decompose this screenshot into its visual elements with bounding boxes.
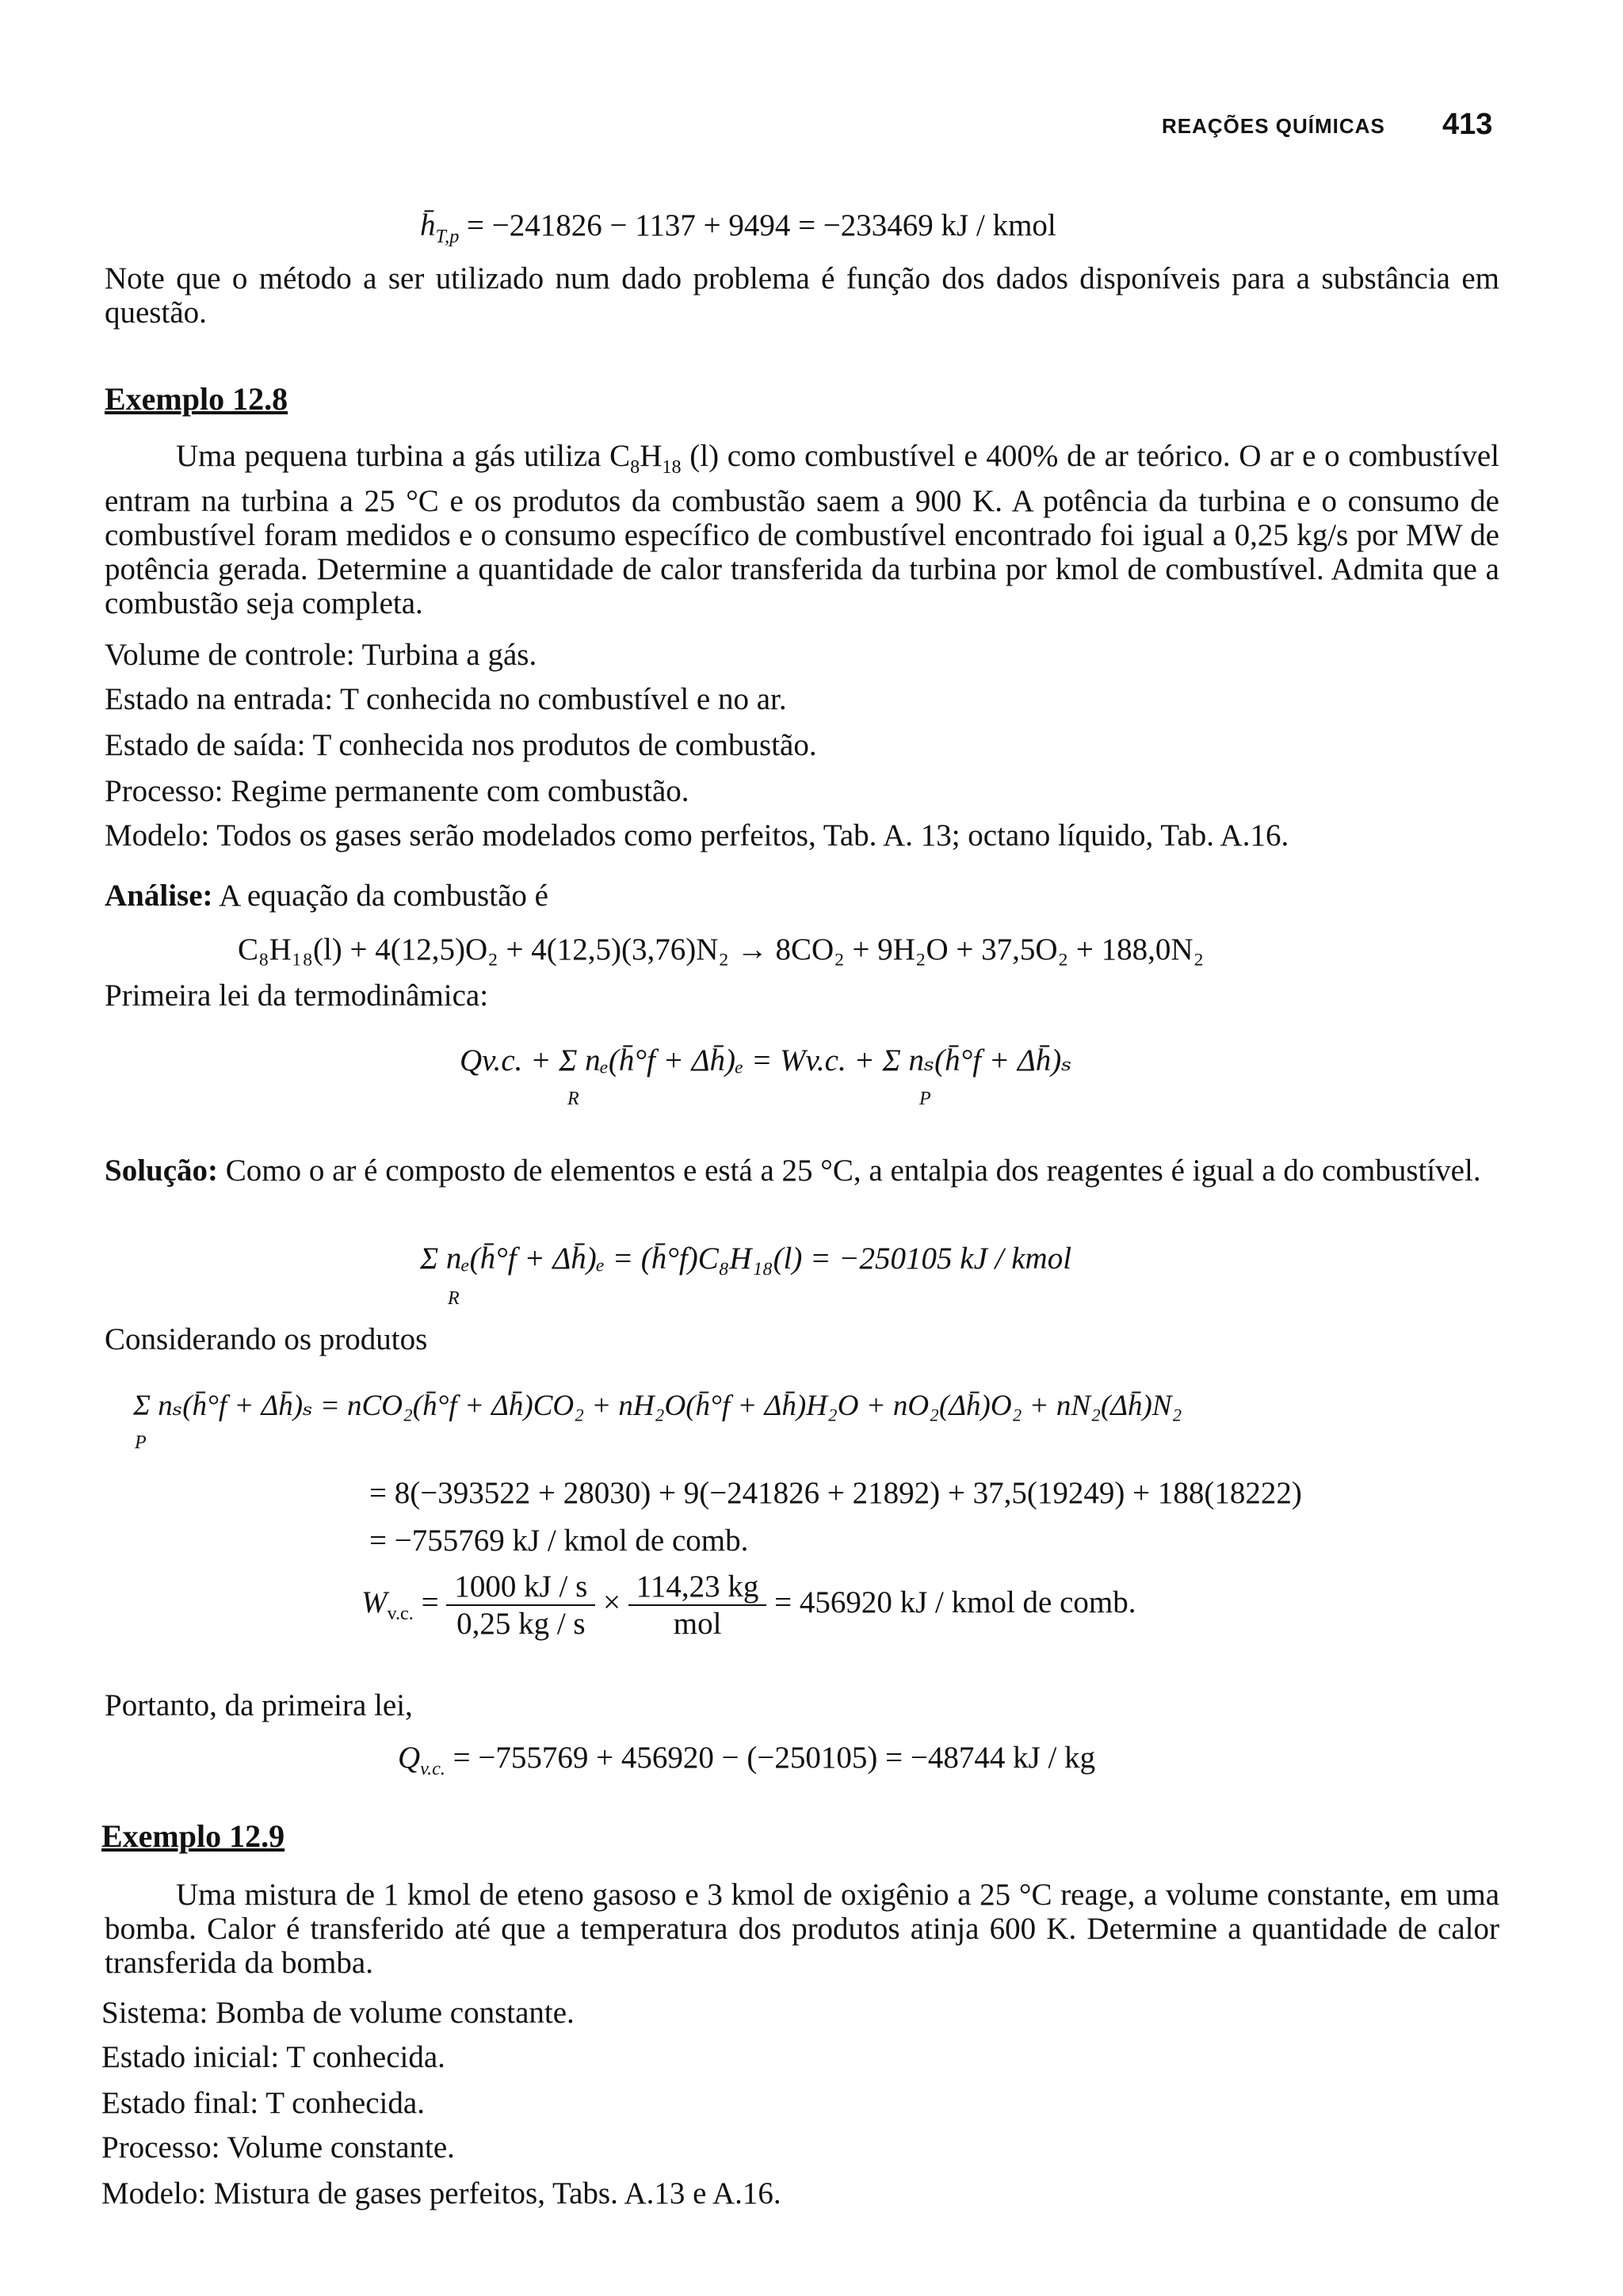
analysis-label: Análise:: [105, 879, 213, 913]
running-header-title: REAÇÕES QUÍMICAS: [1162, 114, 1385, 138]
therefore-line: Portanto, da primeira lei,: [105, 1688, 413, 1722]
products-equation: Σ nₛ(h̄°f + Δh̄)ₛ = nCO₂(h̄°f + Δh̄)CO₂ + nH₂O(h̄°f + Δh̄)H₂O + nO₂(Δh̄)O₂ + nN₂(Δh̄)N₂: [133, 1390, 1182, 1422]
work-equation: [361, 1569, 1136, 1642]
first-law-equation: Qv.c. + Σ nₑ(h̄°f + Δh̄)ₑ = Wv.c. + Σ nₛ(h̄°f + Δh̄)ₛ: [460, 1043, 1072, 1077]
work-fraction-2: [628, 1569, 767, 1642]
example-12-8-statement: [105, 439, 1499, 620]
note-paragraph: [105, 261, 1499, 330]
process-line-12-9: Processo: Volume constante.: [101, 2130, 455, 2164]
work-result: = 456920 kJ / kmol de comb.: [766, 1585, 1136, 1619]
work-symbol: W: [361, 1585, 388, 1619]
statement-part-a: Uma pequena turbina a gás utiliza C: [176, 439, 631, 473]
h-bar-symbol: h̄: [420, 208, 436, 242]
statement-sub-8: 8: [630, 456, 640, 478]
heat-transfer-equation: [398, 1740, 1095, 1780]
reactants-sum-index: R: [448, 1288, 460, 1309]
work-numerator-2: 114,23 kg: [628, 1569, 767, 1606]
model-line: Modelo: Todos os gases serão modelados como perfeitos, Tab. A. 13; octano líquido, Tab. A.16.: [105, 818, 1289, 852]
final-state-line: Estado final: T conhecida.: [101, 2086, 425, 2120]
work-times: ×: [595, 1585, 628, 1619]
example-12-9-statement: [105, 1878, 1499, 1980]
work-equals: =: [413, 1585, 447, 1619]
products-label: Considerando os produtos: [105, 1322, 428, 1356]
analysis-text: A equação da combustão é: [212, 879, 548, 913]
first-law-sum-index-p: P: [919, 1089, 931, 1109]
process-line: Processo: Regime permanente com combustão.: [105, 774, 689, 808]
heat-subscript: v.c.: [420, 1757, 445, 1779]
h-subscript: T,p: [435, 225, 460, 247]
work-denominator-2: mol: [673, 1607, 722, 1641]
statement-part-b: H: [640, 439, 663, 473]
heat-symbol: Q: [398, 1741, 421, 1775]
control-volume-line: Volume de controle: Turbina a gás.: [105, 638, 537, 672]
heat-transfer-rhs: = −755769 + 456920 − (−250105) = −48744 kJ / kg: [445, 1741, 1096, 1775]
products-expansion: = 8(−393522 + 28030) + 9(−241826 + 21892) + 37,5(19249) + 188(18222): [369, 1476, 1302, 1510]
work-numerator-1: 1000 kJ / s: [446, 1569, 595, 1606]
analysis-line: [105, 879, 548, 913]
model-line-12-9: Modelo: Mistura de gases perfeitos, Tabs. A.13 e A.16.: [101, 2176, 781, 2210]
combustion-equation: C₈H₁₈(l) + 4(12,5)O₂ + 4(12,5)(3,76)N₂ → 8CO₂ + 9H₂O + 37,5O₂ + 188,0N₂: [238, 933, 1205, 967]
solution-label: Solução:: [105, 1154, 219, 1188]
enthalpy-equation: [420, 208, 1056, 248]
page-number: 413: [1442, 108, 1493, 141]
exit-state-line: Estado de saída: T conhecida nos produtos de combustão.: [105, 728, 817, 762]
products-result: = −755769 kJ / kmol de comb.: [369, 1524, 749, 1558]
work-subscript: v.c.: [387, 1602, 414, 1624]
statement-part-c: (l) como combustível e 400% de ar teórico. O ar e o combustível entram na turbina a 25 °C e os produtos da combustão saem a 900 K. A potência da turbina e o consumo de combustível foram medidos e o consumo específico de combustível encontrado foi igual a 0,25 kg/s por MW de potência gerada. Determine a quantidade de calor transferida da turbina por kmol de combustível. Admita que a combustão seja completa.: [105, 439, 1499, 620]
system-line: Sistema: Bomba de volume constante.: [101, 1996, 575, 2030]
statement-sub-18: 18: [662, 456, 682, 478]
solution-paragraph: [105, 1154, 1499, 1188]
enthalpy-equation-rhs: = −241826 − 1137 + 9494 = −233469 kJ / kmol: [459, 208, 1056, 242]
note-text: Note que o método a ser utilizado num dado problema é função dos dados disponíveis para a substância em questão.: [105, 261, 1499, 330]
work-fraction-1: [446, 1569, 595, 1642]
initial-state-line: Estado inicial: T conhecida.: [101, 2040, 445, 2074]
first-law-sum-index-r: R: [567, 1089, 579, 1109]
example-12-9-statement-text: Uma mistura de 1 kmol de eteno gasoso e 3 kmol de oxigênio a 25 °C reage, a volume constante, em uma bomba. Calor é transferido até que a temperatura dos produtos atinja 600 K. Determine a quantidade de calor transferida da bomba.: [105, 1878, 1499, 1980]
work-denominator-1: 0,25 kg / s: [456, 1607, 586, 1641]
inlet-state-line: Estado na entrada: T conhecida no combustível e no ar.: [105, 682, 787, 716]
first-law-label: Primeira lei da termodinâmica:: [105, 978, 489, 1013]
solution-text: Como o ar é composto de elementos e está a 25 °C, a entalpia dos reagentes é igual a do combustível.: [218, 1154, 1481, 1188]
example-12-9-heading: Exemplo 12.9: [101, 1818, 285, 1854]
example-12-8-heading: Exemplo 12.8: [105, 381, 288, 417]
products-sum-index: P: [135, 1432, 147, 1453]
reactants-equation: Σ nₑ(h̄°f + Δh̄)ₑ = (h̄°f)C₈H₁₈(l) = −250105 kJ / kmol: [420, 1241, 1072, 1276]
